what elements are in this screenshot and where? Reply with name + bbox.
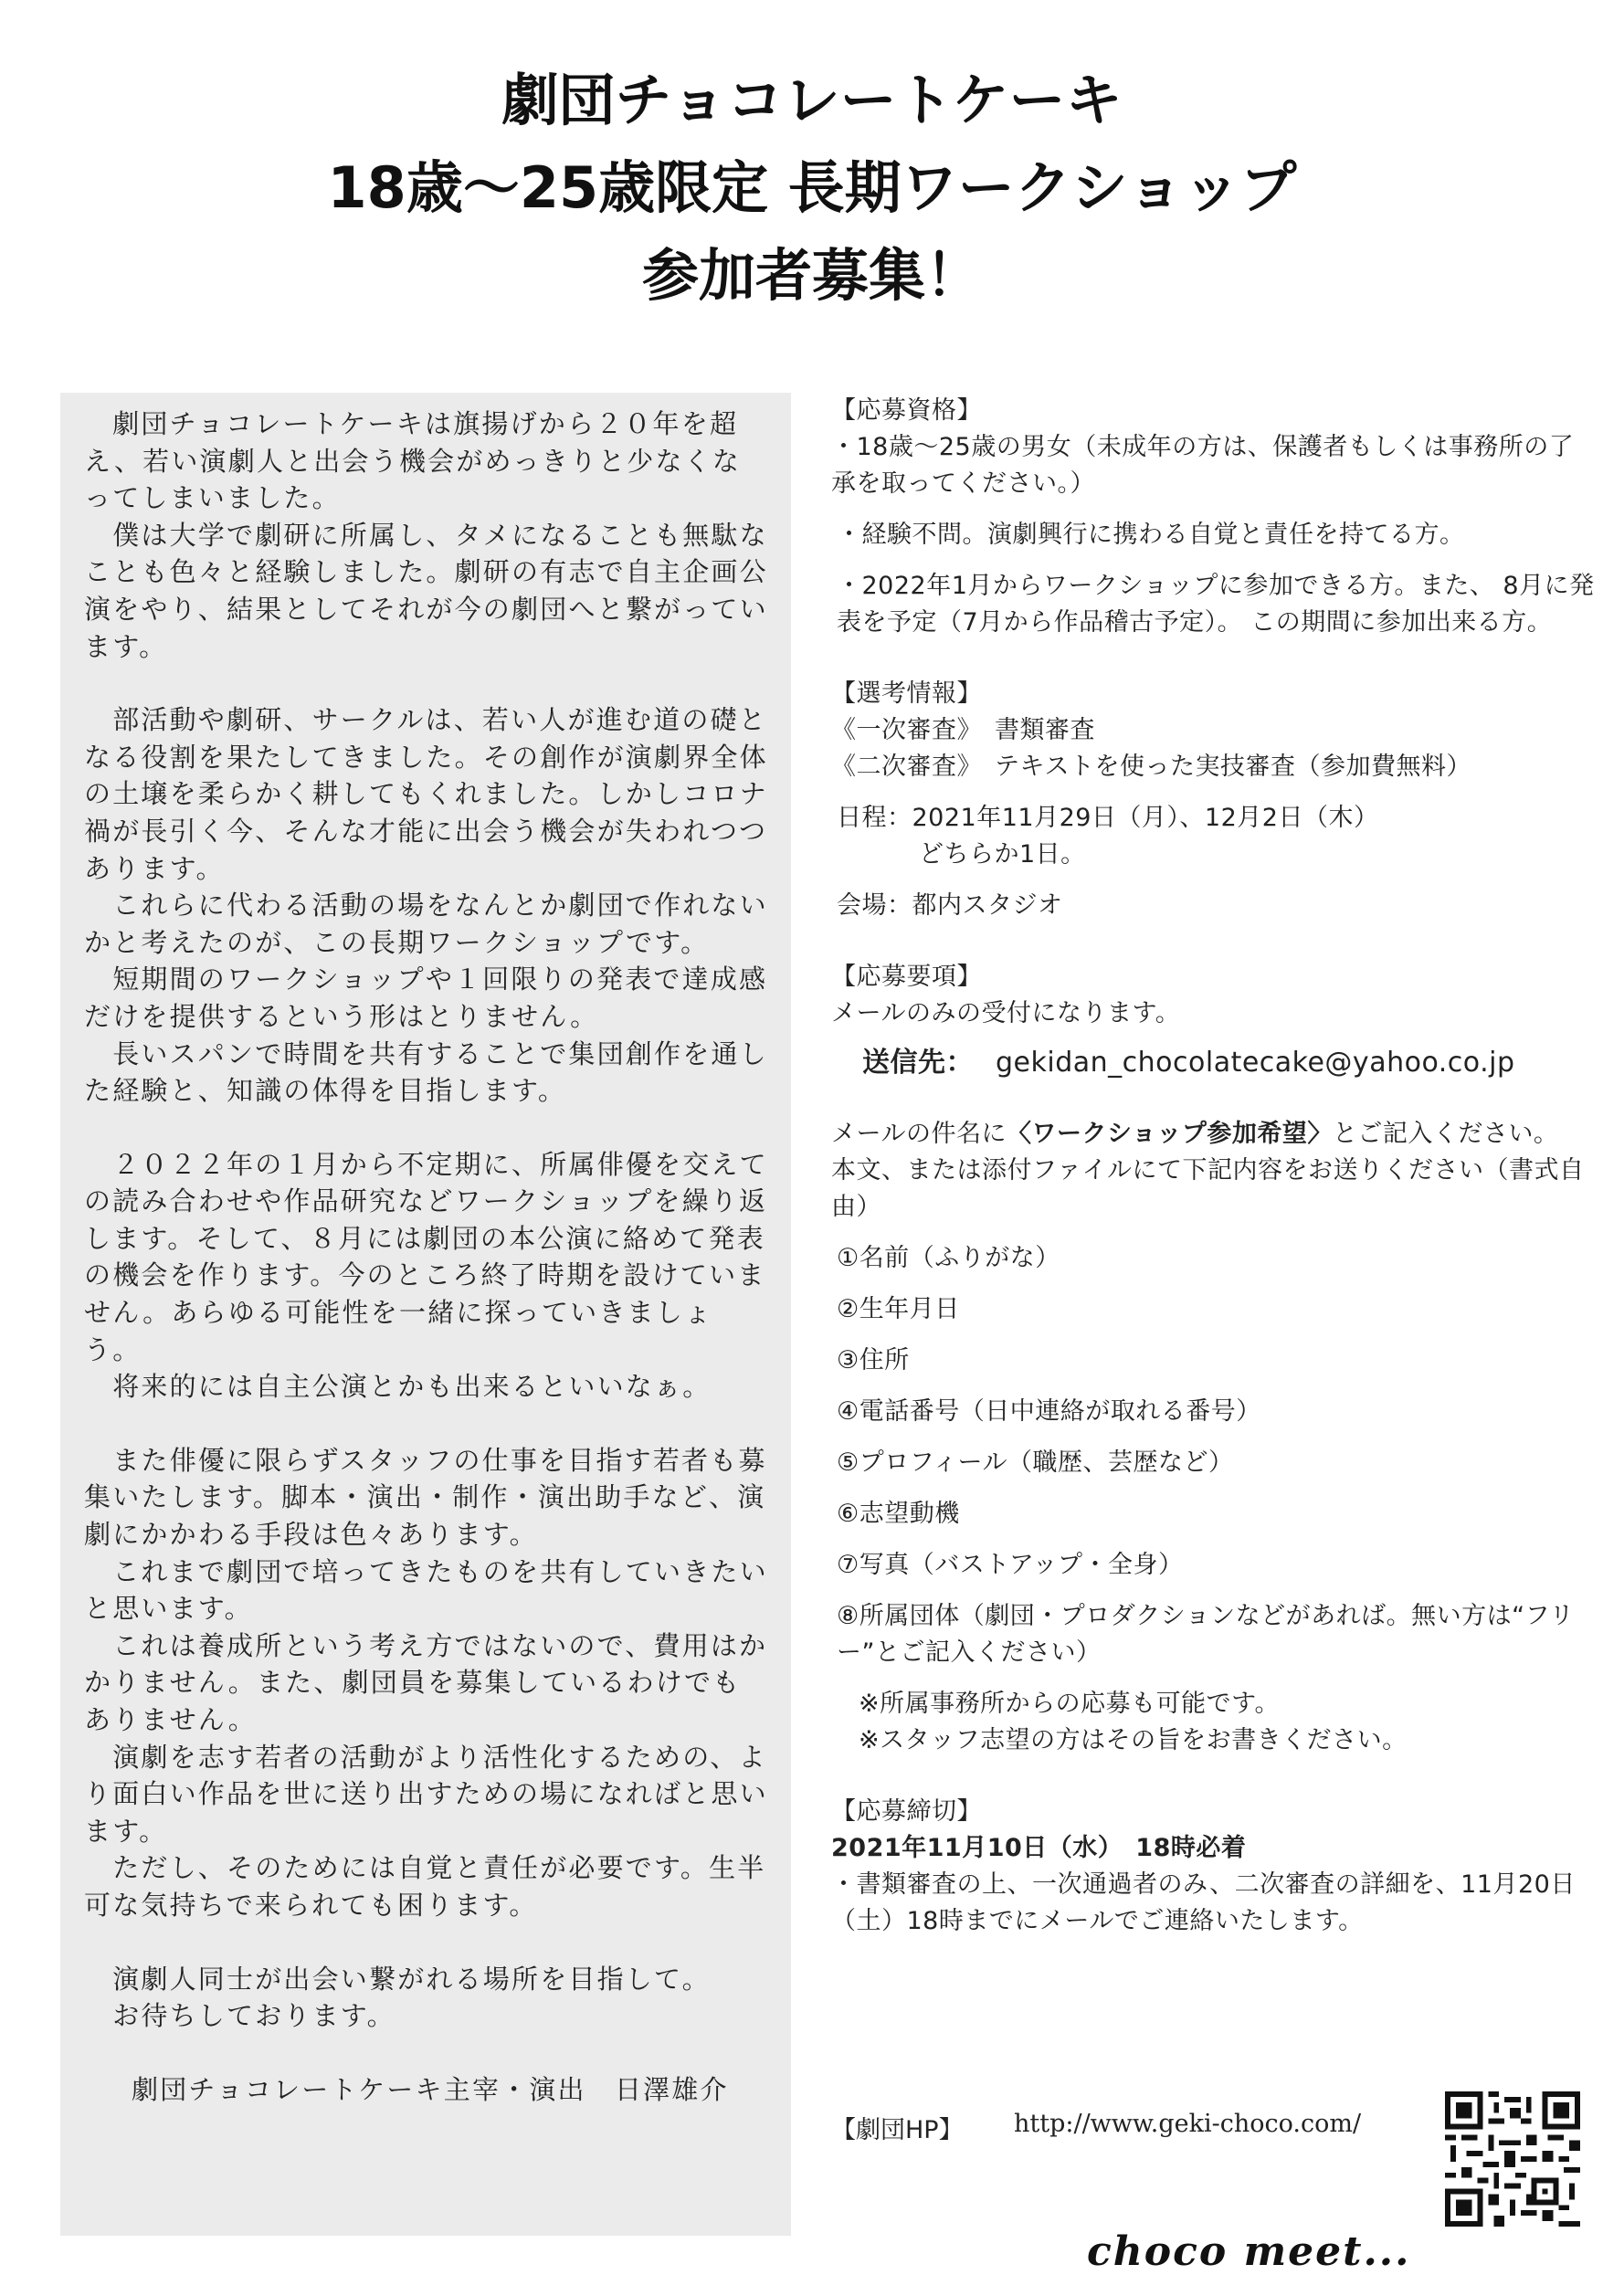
title-line-1: 劇団チョコレートケーキ: [501, 67, 1123, 133]
message-paragraph: 将来的には自主公演とかも出来るといいなぁ。: [84, 1371, 712, 1403]
message-panel: [60, 393, 791, 2236]
application-note-item: ※スタッフ志望の方はその旨をお書きください。: [859, 1726, 1408, 1754]
selection-venue: 会場：都内スタジオ: [837, 891, 1063, 920]
message-paragraph: ただし、そのためには自覚と責任が必要です。生半可な気持ちで来られても困ります。: [84, 1852, 766, 1921]
required-item: ⑦写真（バストアップ・全身）: [837, 1551, 1184, 1579]
deadline-date: 2021年11月10日（水） 18時必着: [831, 1834, 1247, 1862]
message-paragraph: 部活動や劇研、サークルは、若い人が進む道の礎となる役割を果たしてきました。その創作が演劇界全体の土壌を柔らかく耕してもくれました。しかしコロナ禍が長引く今、そんな才能に出会う機会が失われつつあります。: [84, 704, 768, 884]
hp-label: 【劇団HP】: [831, 2116, 964, 2144]
application-note: メールのみの受付になります。: [831, 999, 1181, 1027]
required-item: ④電話番号（日中連絡が取れる番号）: [837, 1397, 1261, 1426]
required-item: ②生年月日: [837, 1295, 960, 1323]
required-item: ③住所: [837, 1346, 910, 1374]
eligibility-heading: 【応募資格】: [831, 396, 982, 425]
message-paragraph: 劇団チョコレートケーキは旗揚げから２０年を超え、若い演劇人と出会う機会がめっきりと少なくなってしまいました。: [84, 408, 742, 514]
application-heading: 【応募要項】: [831, 963, 982, 991]
selection-first: 《一次審査》 書類審査: [831, 716, 1095, 744]
message-paragraph: これまで劇団で培ってきたものを共有していきたいと思います。: [84, 1555, 768, 1625]
details-column: [831, 393, 1598, 1940]
subject-instruction: メールの件名に〈ワークショップ参加希望〉とご記入ください。: [831, 1120, 1559, 1148]
email-link[interactable]: gekidan_chocolatecake@yahoo.co.jp: [996, 1047, 1515, 1079]
selection-schedule: 日程：2021年11月29日（月）、12月2日（木）: [837, 804, 1379, 832]
message-paragraph: また俳優に限らずスタッフの仕事を目指す若者も募集いたします。脚本・演出・制作・演出助手など、演劇にかかわる手段は色々あります。: [84, 1444, 767, 1551]
eligibility-item: ・2022年1月からワークショップに参加できる方。また、 8月に発表を予定（7月から作品稽古予定）。 この期間に参加出来る方。: [837, 572, 1595, 637]
message-paragraph: 僕は大学で劇研に所属し、タメになることも無駄なことも色々と経験しました。劇研の有志で自主企画公演をやり、結果としてそれが今の劇団へと繋がっています。: [84, 519, 768, 662]
title-line-3: 参加者募集！: [641, 242, 982, 309]
mail-row: [831, 1045, 1598, 1081]
message-paragraph: 長いスパンで時間を共有することで集団創作を通した経験と、知識の体得を目指します。: [84, 1037, 768, 1107]
required-item: ⑤プロフィール（職歴、芸歴など）: [837, 1448, 1234, 1477]
qr-code-icon: [1445, 2091, 1580, 2227]
title-line-2: 18歳～25歳限定 長期ワークショップ: [327, 154, 1297, 221]
message-paragraph: これは養成所という考え方ではないので、費用はかかりません。また、劇団員を募集しているわけでもありません。: [84, 1629, 768, 1735]
message-paragraph: 演劇を志す若者の活動がより活性化するための、より面白い作品を世に送り出すための場になればと思います。: [84, 1741, 768, 1847]
required-item: ⑥志望動機: [837, 1500, 960, 1528]
selection-second: 《二次審査》 テキストを使った実技審査（参加費無料）: [831, 753, 1471, 781]
message-paragraph: これらに代わる活動の場をなんとか劇団で作れないかと考えたのが、この長期ワークショップです。: [84, 890, 768, 958]
required-item: ①名前（ふりがな）: [837, 1244, 1060, 1272]
selection-heading: 【選考情報】: [831, 679, 982, 708]
page-title: [0, 57, 1624, 320]
deadline-heading: 【応募締切】: [831, 1797, 982, 1826]
selection-schedule-note: どちらか1日。: [919, 840, 1086, 869]
required-item: ⑧所属団体（劇団・プロダクションなどがあれば。無い方は“フリー”とご記入ください）: [837, 1602, 1575, 1667]
author-signature: 劇団チョコレートケーキ主宰・演出 日澤雄介: [132, 2073, 729, 2105]
deadline-note: ・書類審査の上、一次通過者のみ、二次審査の詳細を、11月20日（土）18時までにメールでご連絡いたします。: [831, 1870, 1576, 1935]
eligibility-item: ・経験不問。演劇興行に携わる自覚と責任を持てる方。: [837, 521, 1465, 549]
mail-label: 送信先：: [862, 1047, 974, 1079]
eligibility-item: ・18歳～25歳の男女（未成年の方は、保護者もしくは事務所の了承を取ってください。）: [831, 433, 1575, 498]
message-paragraph: 演劇人同士が出会い繋がれる場所を目指して。: [84, 1963, 711, 1995]
message-paragraph: お待ちしております。: [84, 2000, 395, 2032]
hp-link[interactable]: http://www.geki-choco.com/: [1014, 2110, 1362, 2138]
application-note-item: ※所属事務所からの応募も可能です。: [859, 1690, 1280, 1718]
subject-keyword: 〈ワークショップ参加希望〉: [1006, 1120, 1333, 1148]
footer-signature: choco meet...: [1087, 2228, 1411, 2275]
message-paragraph: ２０２２年の１月から不定期に、所属俳優を交えての読み合わせや作品研究などワークショップを繰り返します。そして、８月には劇団の本公演に絡めて発表の機会を作ります。今のところ終了時期を設けていません。あらゆる可能性を一緒に探っていきましょう。: [84, 1148, 768, 1365]
message-paragraph: 短期間のワークショップや１回限りの発表で達成感だけを提供するという形はとりません。: [84, 964, 768, 1032]
body-instruction: 本文、または添付ファイルにて下記内容をお送りください（書式自由）: [831, 1156, 1585, 1221]
